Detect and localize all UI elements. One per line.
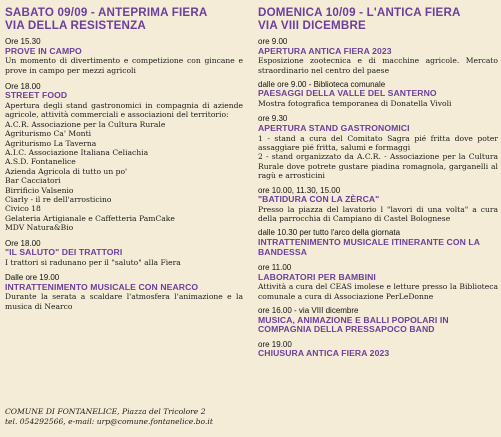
event-saluto-trattori <box>5 239 243 268</box>
vendor-list <box>5 120 243 233</box>
event-street-food <box>5 82 243 233</box>
event-description: I trattori si radunano per il "saluto" alla Fiera <box>5 257 181 267</box>
event-time: ore 10.00, 11.30, 15.00 <box>258 185 341 195</box>
event-description: Un momento di divertimento e competizione con gincane e prove in campo per mezzi agricoli <box>5 56 243 75</box>
event-title: APERTURA STAND GASTRONOMICI <box>258 122 410 133</box>
footer-address: COMUNE DI FONTANELICE, Piazza del Tricolore 2 <box>5 407 206 416</box>
event-description: Apertura degli stand gastronomici in compagnia di aziende agricole, attività commerciali e associazioni del territorio: <box>5 101 243 120</box>
event-title: "IL SALUTO" DEI TRATTORI <box>5 247 123 258</box>
event-time: Dalle ore 19.00 <box>5 273 60 283</box>
event-prove-in-campo <box>5 37 243 75</box>
event-title: INTRATTENIMENTO MUSICALE CON NEARCO <box>5 281 199 292</box>
event-apertura-fiera <box>258 37 498 75</box>
sunday-column <box>258 6 498 363</box>
saturday-heading-line1: SABATO 09/09 - ANTEPRIMA FIERA <box>5 6 208 19</box>
vendor-item: Birrificio Valsenio <box>5 185 74 195</box>
event-time: dalle ore 9.00 - Biblioteca comunale <box>258 79 386 89</box>
vendor-item: Civico 18 <box>5 204 41 214</box>
vendor-item: Agriturismo Ca' Monti <box>5 129 92 139</box>
event-title: "BATIDURA CON LA ZÈRCA" <box>258 194 380 205</box>
vendor-item: Ciarly - il re dell'arrosticino <box>5 195 112 205</box>
event-laboratori-bambini <box>258 263 498 301</box>
vendor-item: MDV Natura&Bio <box>5 223 74 233</box>
event-mostra-fotografica <box>258 80 498 109</box>
event-stand-gastronomici <box>258 114 498 180</box>
event-time: ore 9.00 <box>258 37 288 46</box>
vendor-item: Bar Cacciatori <box>5 176 61 186</box>
event-title: INTRATTENIMENTO MUSICALE ITINERANTE CON LA BANDESSA <box>258 236 480 257</box>
event-time: dalle 10.30 per tutto l'arco della giornata <box>258 228 401 238</box>
event-title: STREET FOOD <box>5 90 68 101</box>
sunday-heading-line2: VIA VIII DICEMBRE <box>258 19 366 32</box>
event-description: Esposizione zootecnica e di macchine agricole. Mercato straordinario nel centro del paese <box>258 56 498 75</box>
event-title: CHIUSURA ANTICA FIERA 2023 <box>258 348 390 359</box>
saturday-heading-line2: VIA DELLA RESISTENZA <box>5 19 146 32</box>
event-title: MUSICA, ANIMAZIONE E BALLI POPOLARI IN COMPAGNIA DELLA PRESSAPOCO BAND <box>258 314 449 335</box>
event-chiusura-fiera <box>258 340 498 359</box>
vendor-item: A.S.D. Fontanelice <box>5 157 76 167</box>
event-time: Ore 15.30 <box>5 37 41 46</box>
footer-contact-line: tel. 054292566, e-mail: urp@comune.fontanelice.bo.it <box>5 417 213 426</box>
saturday-column <box>5 6 243 315</box>
event-description: Durante la serata a scaldare l'atmosfera l'animazione e la musica di Nearco <box>5 292 243 311</box>
event-time: ore 11.00 <box>258 263 292 273</box>
event-bandessa <box>258 228 498 257</box>
vendor-item: Azienda Agricola di tutto un po' <box>5 166 128 176</box>
event-nearco <box>5 273 243 311</box>
event-pressapoco-band <box>258 306 498 335</box>
vendor-item: Gelateria Artigianale e Caffetteria PamCake <box>5 213 175 223</box>
event-description: Attività a cura del CEAS imolese e letture presso la Biblioteca comunale a cura di Associazione PerLeDonne <box>258 282 498 301</box>
event-title: PAESAGGI DELLA VALLE DEL SANTERNO <box>258 88 437 99</box>
vendor-item: A.C.R. Associazione per la Cultura Rurale <box>5 119 166 129</box>
event-time: ore 19.00 <box>258 339 292 349</box>
event-description: Presso la piazza del lavatorio l "lavori di una volta" a cura della parrocchia di Campiano di Castel Bolognese <box>258 204 498 224</box>
event-title: APERTURA ANTICA FIERA 2023 <box>258 45 392 56</box>
event-time: ore 9.30 <box>258 114 288 124</box>
saturday-heading <box>5 6 243 32</box>
sunday-heading-line1: DOMENICA 10/09 - L'ANTICA FIERA <box>258 6 461 19</box>
event-time: Ore 18.00 <box>5 81 41 91</box>
event-title: PROVE IN CAMPO <box>5 45 82 56</box>
event-time: ore 16.00 - via VIII dicembre <box>258 306 359 316</box>
event-batidura <box>258 186 498 224</box>
sunday-heading <box>258 6 498 32</box>
vendor-item: Agriturismo La Taverna <box>5 138 97 148</box>
event-time: Ore 18.00 <box>5 238 41 248</box>
footer-contacts <box>5 407 243 427</box>
vendor-item: A.I.C. Associazione Italiana Celiachia <box>5 148 149 158</box>
event-description: 1 - stand a cura del Comitato Sagra pié fritta dove poter assaggiare pié fritta, salumi e formaggi 2 - stand organizzato da A.C.R. - Associazione per la Cultura Rurale dove potrete gustare piadina romagnola, garganelli al ragù e arrosticini <box>258 133 498 181</box>
event-title: LABORATORI PER BAMBINI <box>258 271 376 282</box>
event-description: Mostra fotografica temporanea di Donatella Vivoli <box>258 99 452 108</box>
